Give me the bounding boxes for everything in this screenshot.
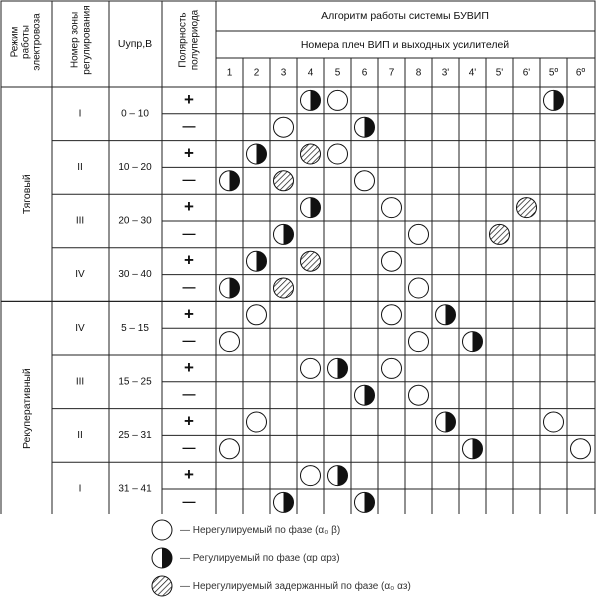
hatched-circle-icon	[301, 251, 321, 271]
polarity-sign: +	[184, 357, 194, 377]
column-header: 2	[253, 67, 260, 79]
half-filled-circle-icon	[150, 546, 174, 570]
hatched-circle-icon	[301, 144, 321, 164]
open-circle-icon	[328, 90, 348, 110]
half-filled-circle-icon	[301, 198, 321, 218]
legend-open-text: — Нерегулируемый по фазе (α₀ β)	[180, 524, 341, 536]
half-filled-circle-icon	[544, 90, 564, 110]
half-filled-circle-icon	[247, 251, 267, 271]
open-circle-icon	[544, 412, 564, 432]
open-circle-icon	[382, 358, 402, 378]
open-circle-icon	[220, 439, 240, 459]
polarity-sign: +	[184, 197, 194, 217]
open-circle-icon	[301, 358, 321, 378]
voltage-range: 10 – 20	[118, 162, 152, 174]
mode-header-line: Режим	[9, 26, 21, 58]
voltage-range: 25 – 31	[118, 430, 152, 442]
open-circle-icon	[247, 412, 267, 432]
open-circle-icon	[274, 117, 294, 137]
column-header: 4'	[468, 67, 477, 79]
voltage-range: 20 – 30	[118, 215, 152, 227]
open-circle-icon	[220, 332, 240, 352]
open-circle-icon	[247, 305, 267, 325]
open-circle-icon	[328, 144, 348, 164]
arms-title: Номера плеч ВИП и выходных усилителей	[300, 38, 510, 51]
polarity-sign: +	[184, 304, 194, 324]
polarity-sign: —	[182, 386, 196, 402]
polarity-sign: +	[184, 411, 194, 431]
polarity-sign: —	[182, 279, 196, 295]
column-header: 3	[280, 67, 287, 79]
half-filled-circle-icon	[274, 492, 294, 512]
column-header: 1	[226, 67, 233, 79]
half-filled-circle-icon	[436, 412, 456, 432]
half-filled-circle-icon	[274, 224, 294, 244]
mode-label: Рекуперативный	[20, 368, 33, 449]
open-circle-icon	[409, 278, 429, 298]
column-header: 6º	[575, 67, 586, 79]
algorithm-title: Алгоритм работы системы БУВИП	[321, 9, 489, 22]
column-header: 3'	[441, 67, 450, 79]
open-circle-icon	[382, 251, 402, 271]
zone-number: I	[78, 483, 82, 495]
polarity-sign: +	[184, 250, 194, 270]
open-circle-icon	[409, 332, 429, 352]
column-header: 6	[361, 67, 368, 79]
half-filled-circle-icon	[463, 332, 483, 352]
table-border	[1, 1, 595, 514]
zone-number: IV	[75, 322, 85, 334]
zone-header-line: регулирования	[81, 5, 93, 75]
legend-half-text: — Регулируемый по фазе (αр αрз)	[180, 552, 340, 564]
column-header: 6'	[522, 67, 531, 79]
half-filled-circle-icon	[355, 385, 375, 405]
voltage-range: 15 – 25	[118, 376, 152, 388]
zone-number: III	[75, 376, 85, 388]
open-circle-icon	[150, 518, 174, 542]
open-circle-icon	[301, 466, 321, 486]
column-header: 4	[307, 67, 314, 79]
polarity-sign: —	[182, 440, 196, 456]
zone-number: I	[78, 108, 82, 120]
column-header: 5	[334, 67, 341, 79]
voltage-range: 31 – 41	[118, 483, 152, 495]
polarity-sign: —	[182, 225, 196, 241]
half-filled-circle-icon	[355, 492, 375, 512]
polarity-sign: —	[182, 493, 196, 509]
half-filled-circle-icon	[220, 171, 240, 191]
polarity-header-line: Полярность	[177, 12, 189, 68]
mode-label: Тяговый	[20, 174, 33, 215]
half-filled-circle-icon	[247, 144, 267, 164]
open-circle-icon	[355, 171, 375, 191]
hatched-circle-icon	[150, 574, 174, 598]
zone-number: II	[77, 162, 83, 174]
zone-number: II	[77, 430, 83, 442]
hatched-circle-icon	[274, 171, 294, 191]
half-filled-circle-icon	[436, 305, 456, 325]
column-header: 5º	[548, 67, 559, 79]
half-filled-circle-icon	[463, 439, 483, 459]
voltage-range: 5 – 15	[121, 322, 149, 334]
voltage-range: 30 – 40	[118, 269, 152, 281]
polarity-sign: +	[184, 143, 194, 163]
zone-number: IV	[75, 269, 85, 281]
half-filled-circle-icon	[220, 278, 240, 298]
column-header: 8	[415, 67, 422, 79]
polarity-sign: +	[184, 465, 194, 485]
half-filled-circle-icon	[355, 117, 375, 137]
half-filled-circle-icon	[328, 358, 348, 378]
zone-number: III	[75, 215, 85, 227]
polarity-sign: —	[182, 118, 196, 134]
mode-header-line: работы	[20, 25, 32, 59]
voltage-range: 0 – 10	[121, 108, 149, 120]
legend-half	[150, 546, 340, 570]
open-circle-icon	[382, 305, 402, 325]
mode-header-line: электровоза	[31, 13, 43, 71]
zone-header-line: Номер зоны	[69, 11, 81, 69]
open-circle-icon	[409, 385, 429, 405]
voltage-header: Uупр,В	[117, 37, 153, 50]
hatched-circle-icon	[490, 224, 510, 244]
legend-open	[150, 518, 340, 542]
hatched-circle-icon	[517, 198, 537, 218]
polarity-header-line: полупериода	[189, 9, 201, 71]
open-circle-icon	[409, 224, 429, 244]
column-header: 7	[388, 67, 395, 79]
open-circle-icon	[571, 439, 591, 459]
hatched-circle-icon	[274, 278, 294, 298]
open-circle-icon	[382, 198, 402, 218]
column-header: 5'	[495, 67, 504, 79]
half-filled-circle-icon	[328, 466, 348, 486]
legend-hatched-text: — Нерегулируемый задержанный по фазе (α₀ αз)	[180, 580, 411, 592]
polarity-sign: —	[182, 172, 196, 188]
legend-hatched	[150, 574, 411, 598]
polarity-sign: +	[184, 89, 194, 109]
polarity-sign: —	[182, 333, 196, 349]
half-filled-circle-icon	[301, 90, 321, 110]
